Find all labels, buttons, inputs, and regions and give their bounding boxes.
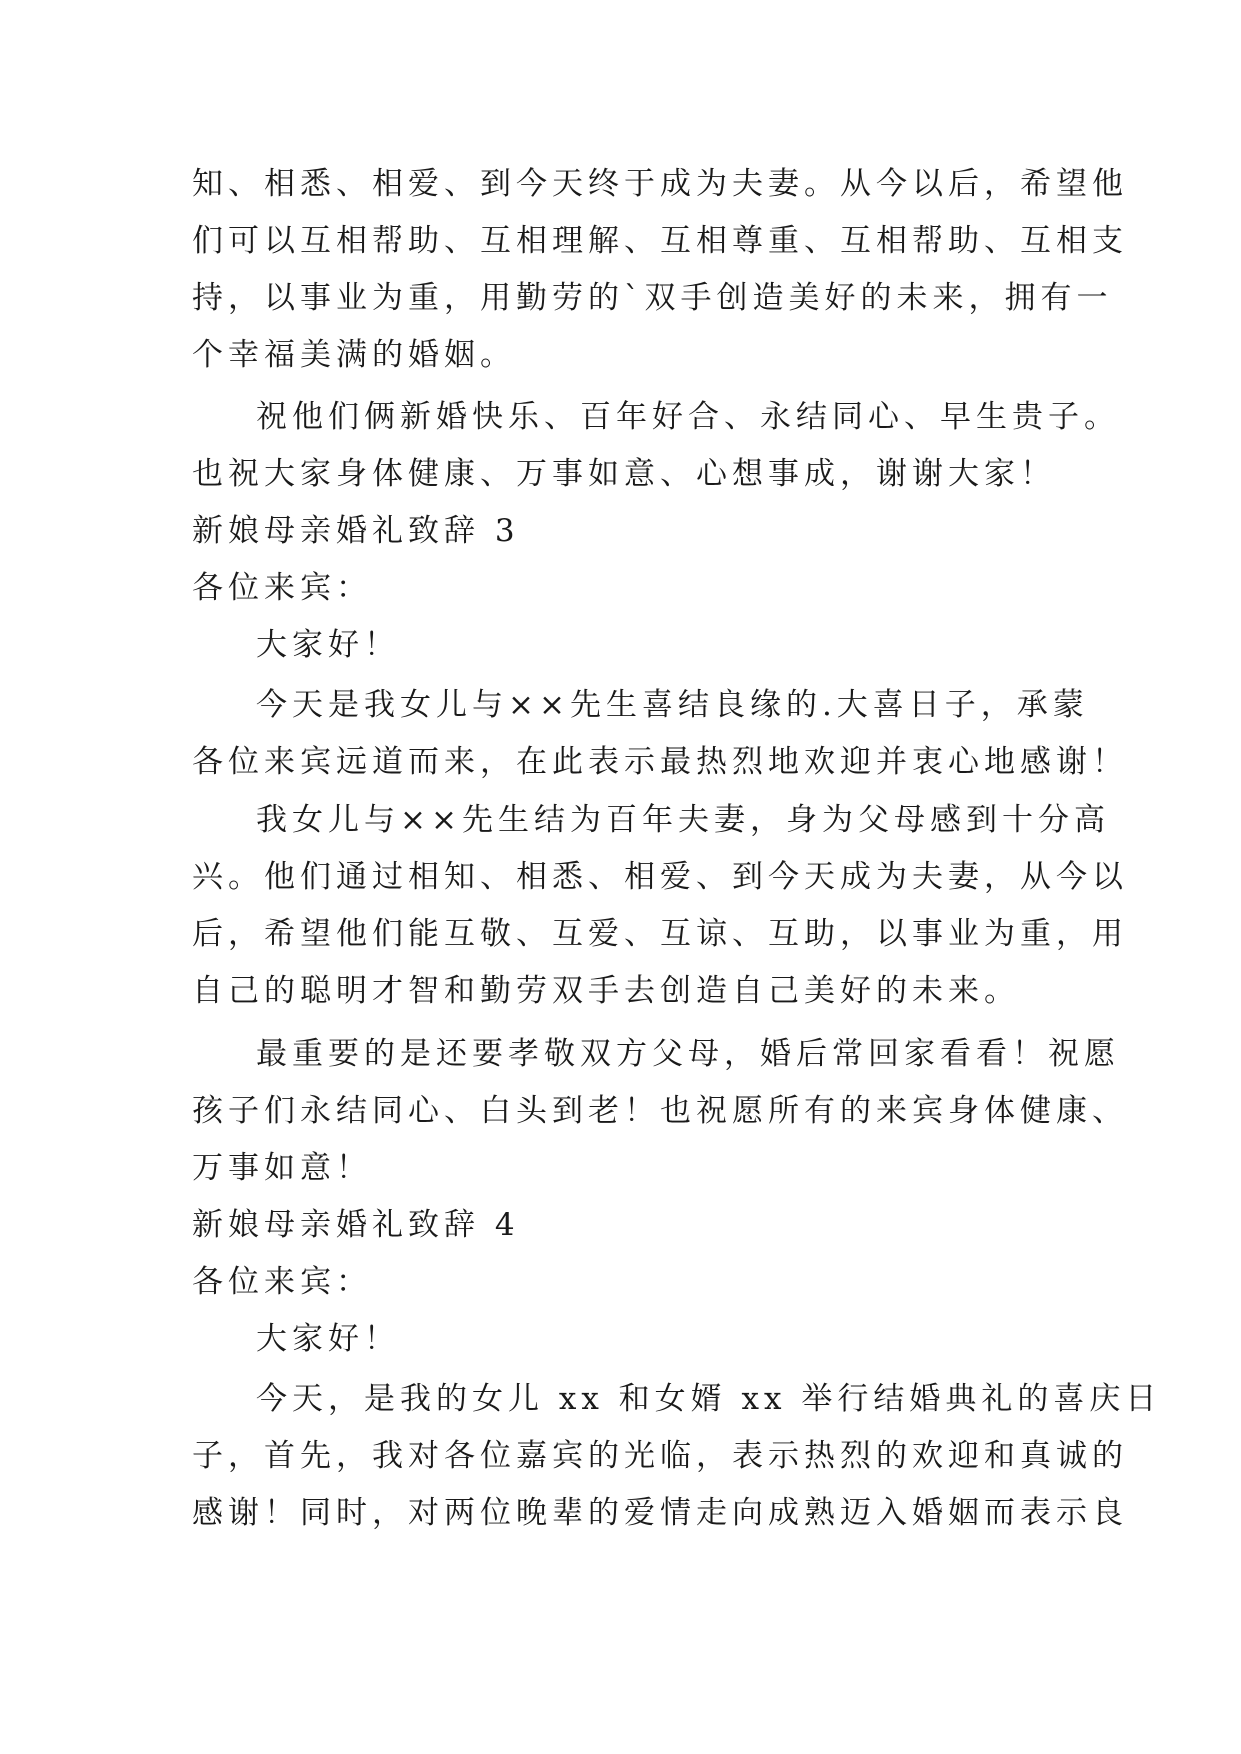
section-heading: 新娘母亲婚礼致辞 3 bbox=[192, 513, 520, 549]
paragraph-line: 最重要的是还要孝敬双方父母，婚后常回家看看！祝愿 bbox=[256, 1036, 1120, 1072]
paragraph-line: 们可以互相帮助、互相理解、互相尊重、互相帮助、互相支 bbox=[192, 223, 1128, 259]
paragraph-line: 个幸福美满的婚姻。 bbox=[192, 337, 516, 373]
paragraph-line: 各位来宾远道而来，在此表示最热烈地欢迎并衷心地感谢！ bbox=[192, 744, 1128, 780]
paragraph-line: 子，首先，我对各位嘉宾的光临，表示热烈的欢迎和真诚的 bbox=[192, 1438, 1128, 1474]
paragraph-line: 知、相悉、相爱、到今天终于成为夫妻。从今以后，希望他 bbox=[192, 166, 1128, 202]
paragraph-line: 祝他们俩新婚快乐、百年好合、永结同心、早生贵子。 bbox=[256, 399, 1120, 435]
paragraph-line: 今天，是我的女儿 xx 和女婿 xx 举行结婚典礼的喜庆日 bbox=[256, 1381, 1162, 1417]
paragraph-line: 后，希望他们能互敬、互爱、互谅、互助，以事业为重，用 bbox=[192, 916, 1128, 952]
paragraph-line: 万事如意！ bbox=[192, 1150, 372, 1186]
greeting: 大家好！ bbox=[256, 1321, 400, 1357]
paragraph-line: 自己的聪明才智和勤劳双手去创造自己美好的未来。 bbox=[192, 973, 1020, 1009]
paragraph-line: 也祝大家身体健康、万事如意、心想事成，谢谢大家！ bbox=[192, 456, 1056, 492]
salutation: 各位来宾： bbox=[192, 1264, 372, 1300]
paragraph-line: 我女儿与××先生结为百年夫妻，身为父母感到十分高 bbox=[256, 802, 1110, 838]
paragraph-line: 感谢！同时，对两位晚辈的爱情走向成熟迈入婚姻而表示良 bbox=[192, 1495, 1128, 1531]
paragraph-line: 兴。他们通过相知、相悉、相爱、到今天成为夫妻，从今以 bbox=[192, 859, 1128, 895]
paragraph-line: 孩子们永结同心、白头到老！也祝愿所有的来宾身体健康、 bbox=[192, 1093, 1128, 1129]
paragraph-line: 今天是我女儿与××先生喜结良缘的.大喜日子，承蒙 bbox=[256, 687, 1089, 723]
greeting: 大家好！ bbox=[256, 627, 400, 663]
salutation: 各位来宾： bbox=[192, 570, 372, 606]
paragraph-line: 持，以事业为重，用勤劳的`双手创造美好的未来，拥有一 bbox=[192, 280, 1113, 316]
section-heading: 新娘母亲婚礼致辞 4 bbox=[192, 1207, 520, 1243]
